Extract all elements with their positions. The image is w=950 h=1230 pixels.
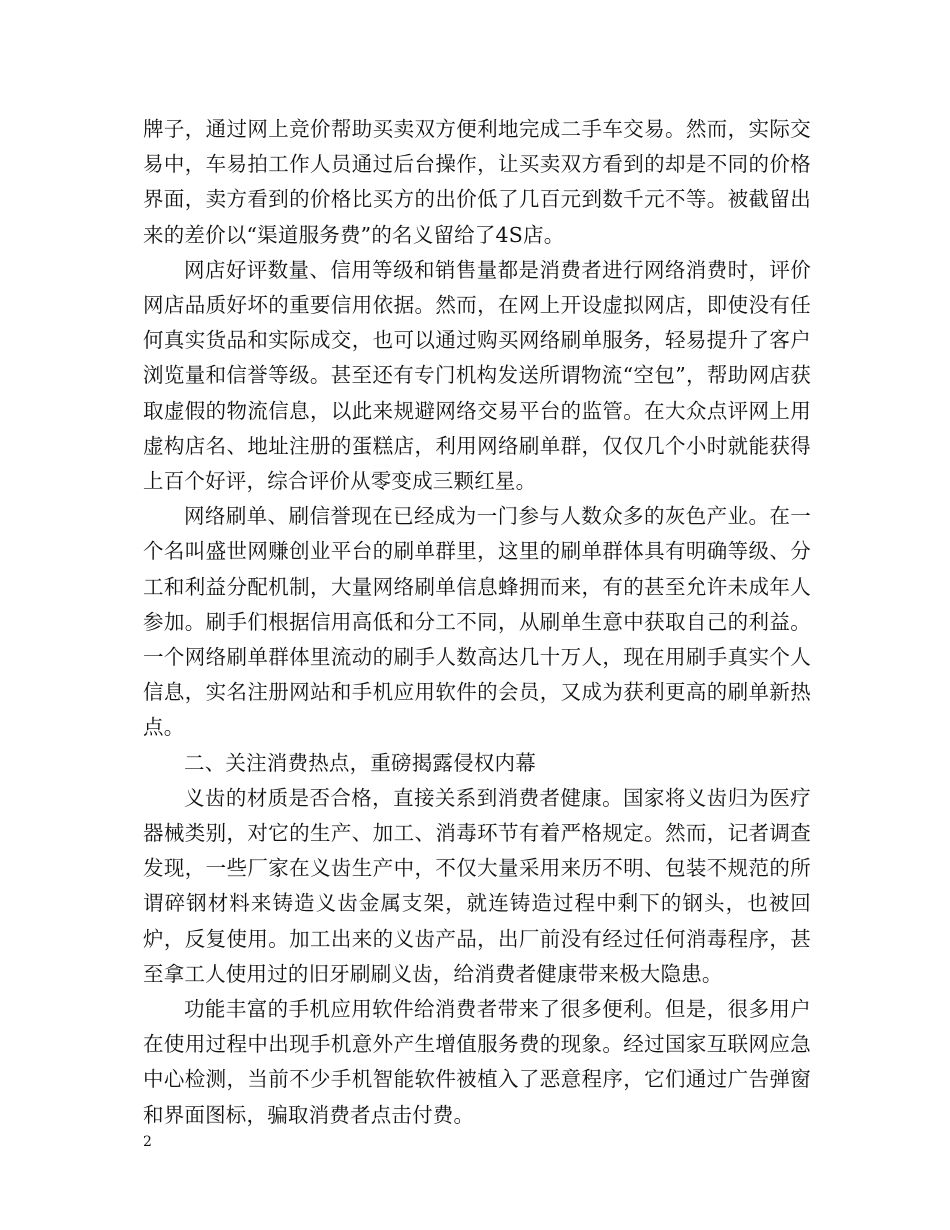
paragraph-1: 牌子，通过网上竞价帮助买卖双方便利地完成二手车交易。然而，实际交易中，车易拍工作人员通过后台操作，让买卖双方看到的却是不同的价格界面，卖方看到的价格比买方的出价低了几百元到数千元不等。被截留出来的差价以“渠道服务费”的名义留给了4S店。 [143,117,811,247]
paragraph-3: 网络刷单、刷信誉现在已经成为一门参与人数众多的灰色产业。在一个名叫盛世网赚创业平台的刷单群里，这里的刷单群体具有明确等级、分工和利益分配机制，大量网络刷单信息蜂拥而来，有的甚至允许未成年人参加。刷手们根据信用高低和分工不同，从刷单生意中获取自己的利益。一个网络刷单群体里流动的刷手人数高达几十万人，现在用刷手真实个人信息，实名注册网站和手机应用软件的会员，又成为获利更高的刷单新热点。 [143,504,811,740]
page-number: 2 [143,1134,152,1150]
paragraph-4: 义齿的材质是否合格，直接关系到消费者健康。国家将义齿归为医疗器械类别，对它的生产、加工、消毒环节有着严格规定。然而，记者调查发现，一些厂家在义齿生产中，不仅大量采用来历不明、包装不规范的所谓碎钢材料来铸造义齿金属支架，就连铸造过程中剩下的钢头，也被回炉，反复使用。加工出来的义齿产品，出厂前没有经过任何消毒程序，甚至拿工人使用过的旧牙刷刷义齿，给消费者健康带来极大隐患。 [143,785,811,986]
document-body [143,112,811,1133]
paragraph-5: 功能丰富的手机应用软件给消费者带来了很多便利。但是，很多用户在使用过程中出现手机意外产生增值服务费的现象。经过国家互联网应急中心检测，当前不少手机智能软件被植入了恶意程序，它们通过广告弹窗和界面图标，骗取消费者点击付费。 [143,997,811,1127]
section-heading: 二、关注消费热点，重磅揭露侵权内幕 [184,750,536,775]
paragraph-2: 网店好评数量、信用等级和销售量都是消费者进行网络消费时，评价网店品质好坏的重要信用依据。然而，在网上开设虚拟网店，即使没有任何真实货品和实际成交，也可以通过购买网络刷单服务，轻易提升了客户浏览量和信誉等级。甚至还有专门机构发送所谓物流“空包”，帮助网店获取虚假的物流信息，以此来规避网络交易平台的监管。在大众点评网上用虚构店名、地址注册的蛋糕店，利用网络刷单群，仅仅几个小时就能获得上百个好评，综合评价从零变成三颗红星。 [143,257,811,494]
